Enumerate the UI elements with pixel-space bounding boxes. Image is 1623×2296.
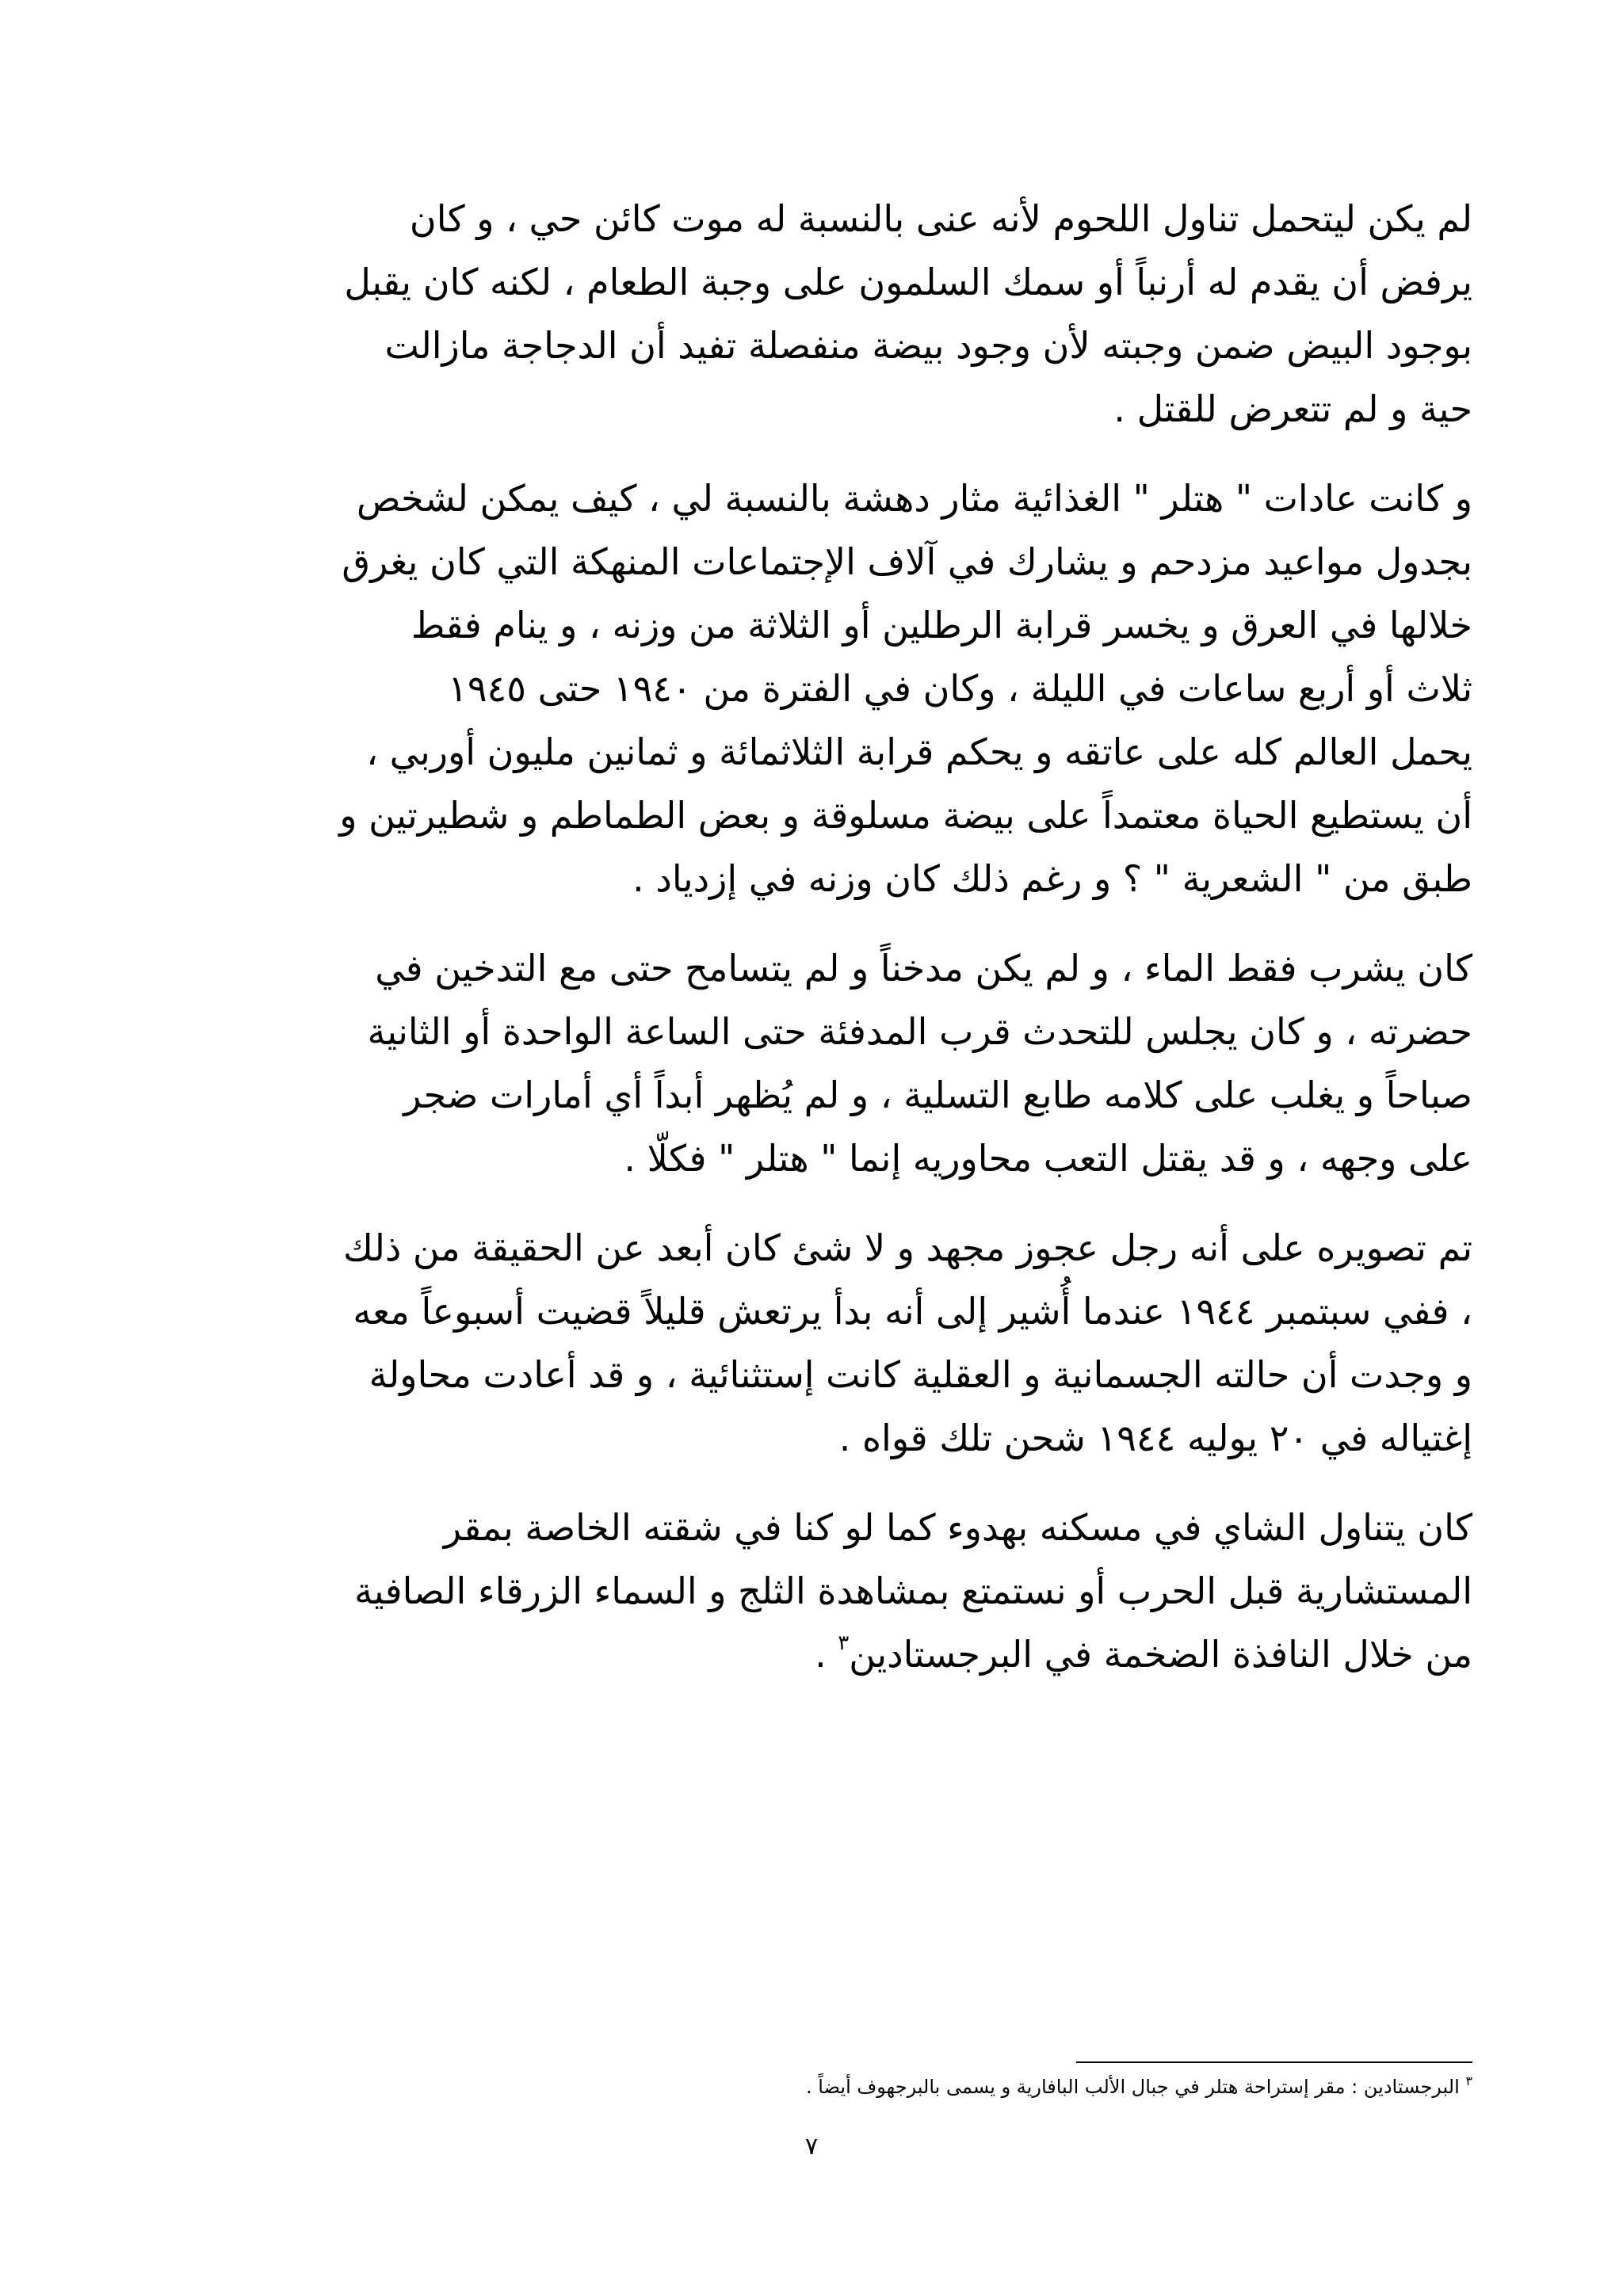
text-line: خلالها في العرق و يخسر قرابة الرطلين أو الثلاثة من وزنه ، و ينام فقط	[411, 604, 1472, 646]
text-line: طبق من " الشعرية " ؟ و رغم ذلك كان وزنه في إزدياد .	[632, 857, 1472, 900]
footnote-marker: ٣	[1465, 2073, 1472, 2088]
text-line: يحمل العالم كله على عاتقه و يحكم قرابة الثلاثمائة و ثمانين مليون أوربي ،	[366, 730, 1472, 773]
footnote	[141, 2071, 1472, 2103]
text-line: ، ففي سبتمبر ١٩٤٤ عندما أُشير إلى أنه بدأ يرتعش قليلاً قضيت أسبوعاً معه	[353, 1290, 1472, 1333]
text-line: بجدول مواعيد مزدحم و يشارك في آلاف الإجتماعات المنهكة التي كان يغرق	[342, 540, 1472, 583]
footnote-text: البرجستادين : مقر إستراحة هتلر في جبال الألب البافارية و يسمى بالبرجهوف أيضاً .	[806, 2076, 1466, 2098]
text-line: بوجود البيض ضمن وجبته لأن وجود بيضة منفصلة تفيد أن الدجاجة مازالت	[384, 324, 1472, 367]
text-line: يرفض أن يقدم له أرنباً أو سمك السلمون على وجبة الطعام ، لكنه كان يقبل	[344, 261, 1472, 303]
text-line: حية و لم تتعرض للقتل .	[1113, 387, 1472, 430]
text-line: كان يشرب فقط الماء ، و لم يكن مدخناً و لم يتسامح حتى مع التدخين في	[375, 947, 1472, 990]
text-line: حضرته ، و كان يجلس للتحدث قرب المدفئة حتى الساعة الواحدة أو الثانية	[367, 1010, 1472, 1053]
footnote-separator	[1076, 2061, 1472, 2063]
text-line: كان يتناول الشاي في مسكنه بهدوء كما لو كنا في شقته الخاصة بمقر	[443, 1506, 1472, 1549]
text-line: لم يكن ليتحمل تناول اللحوم لأنه عنى بالنسبة له موت كائن حي ، و كان	[409, 197, 1472, 240]
text-line: و وجدت أن حالته الجسمانية و العقلية كانت إستثنائية ، و قد أعادت محاولة	[369, 1353, 1472, 1396]
body-text	[141, 187, 1472, 1712]
text-line: ثلاث أو أربع ساعات في الليلة ، وكان في الفترة من ١٩٤٠ حتى ١٩٤٥	[448, 667, 1472, 710]
text-line: أن يستطيع الحياة معتمداً على بيضة مسلوقة و بعض الطماطم و شطيرتين و	[339, 794, 1472, 837]
paragraph-1	[141, 187, 1472, 441]
text-line: على وجهه ، و قد يقتل التعب محاوريه إنما " هتلر " فكلّا .	[624, 1137, 1472, 1180]
text-line: إغتياله في ٢٠ يوليه ١٩٤٤ شحن تلك قواه .	[838, 1417, 1472, 1459]
text-segment: .	[815, 1633, 838, 1676]
text-line: تم تصويره على أنه رجل عجوز مجهد و لا شئ كان أبعد عن الحقيقة من ذلك	[343, 1226, 1472, 1269]
paragraph-5	[141, 1496, 1472, 1686]
text-segment: من خلال النافذة الضخمة في البرجستادين	[849, 1633, 1472, 1676]
text-line: صباحاً و يغلب على كلامه طابع التسلية ، و لم يُظهر أبداً أي أمارات ضجر	[403, 1074, 1472, 1116]
text-line: المستشارية قبل الحرب أو نستمتع بمشاهدة الثلج و السماء الزرقاء الصافية	[354, 1569, 1472, 1612]
text-line: و كانت عادات " هتلر " الغذائية مثار دهشة بالنسبة لي ، كيف يمكن لشخص	[356, 477, 1472, 520]
paragraph-3	[141, 936, 1472, 1190]
paragraph-4	[141, 1216, 1472, 1470]
paragraph-2	[141, 467, 1472, 910]
page-number: ٧	[804, 2133, 819, 2161]
footnote-reference[interactable]: ٣	[838, 1631, 850, 1655]
text-line-with-footnote	[141, 1623, 1472, 1686]
